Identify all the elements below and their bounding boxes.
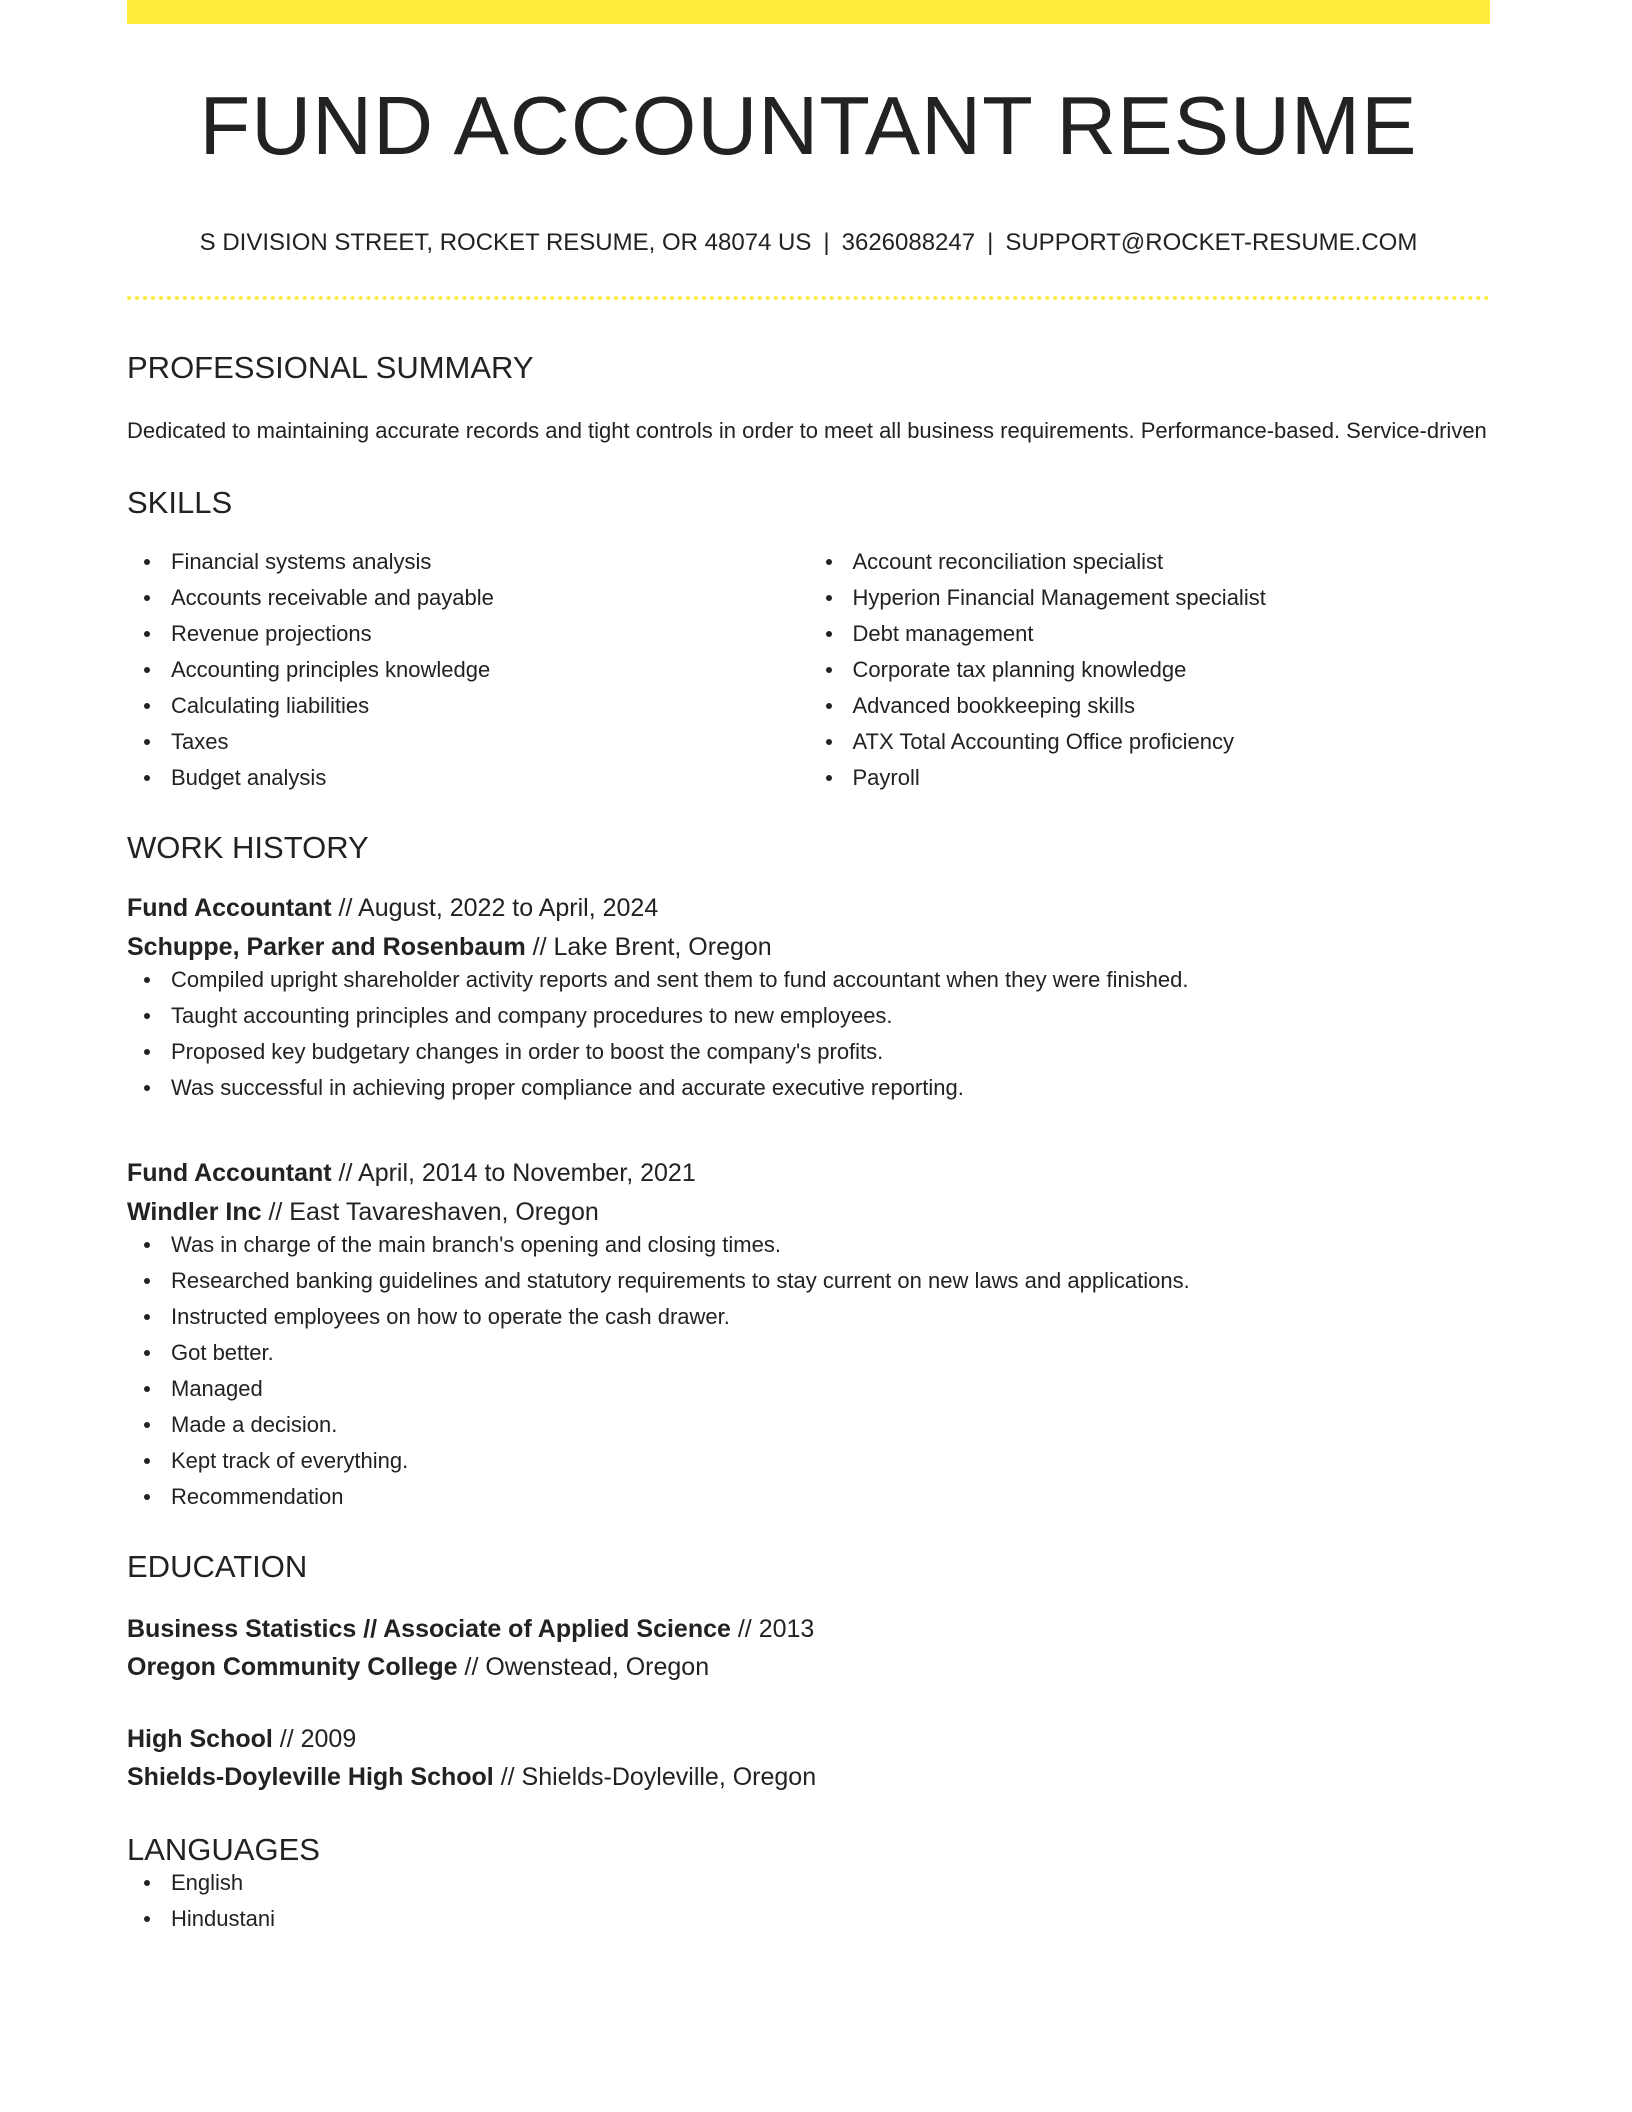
job-dates: // August, 2022 to April, 2024	[331, 893, 659, 922]
skill-item: Account reconciliation specialist	[853, 544, 1491, 580]
education-degree-line	[127, 1614, 1490, 1644]
resume-page	[127, 0, 1490, 1937]
job-bullet: Made a decision.	[171, 1407, 1490, 1443]
job-bullet: Was in charge of the main branch's opening and closing times.	[171, 1227, 1490, 1263]
job-entry	[127, 893, 1490, 1106]
section-heading-languages: LANGUAGES	[127, 1831, 320, 1867]
job-bullet: Researched banking guidelines and statutory requirements to stay current on new laws and applications.	[171, 1263, 1490, 1299]
job-bullet: Instructed employees on how to operate the cash drawer.	[171, 1299, 1490, 1335]
skills-column-right	[809, 544, 1491, 796]
skill-item: Advanced bookkeeping skills	[853, 688, 1491, 724]
job-title-line	[127, 1158, 1490, 1188]
education-degree-line	[127, 1724, 1490, 1754]
section-heading-skills: SKILLS	[127, 484, 233, 520]
skill-item: Hyperion Financial Management specialist	[853, 580, 1491, 616]
section-heading-summary: PROFESSIONAL SUMMARY	[127, 349, 534, 385]
job-title: Fund Accountant	[127, 893, 332, 922]
education-school: Shields-Doyleville High School	[127, 1762, 494, 1791]
top-accent-bar	[127, 0, 1490, 24]
education-location: // Shields-Doyleville, Oregon	[493, 1762, 817, 1791]
job-title: Fund Accountant	[127, 1158, 332, 1187]
education-year: // 2009	[272, 1724, 357, 1753]
contact-address: S DIVISION STREET, ROCKET RESUME, OR 48074 US	[199, 229, 812, 256]
job-bullet: Got better.	[171, 1335, 1490, 1371]
skill-item: Financial systems analysis	[171, 544, 809, 580]
skill-item: Debt management	[853, 616, 1491, 652]
header-divider	[127, 296, 1490, 300]
language-item: Hindustani	[171, 1901, 1490, 1937]
job-bullet: Recommendation	[171, 1479, 1490, 1515]
education-school-line	[127, 1762, 1490, 1792]
skill-item: Budget analysis	[171, 760, 809, 796]
education-school: Oregon Community College	[127, 1652, 458, 1681]
skill-item: Revenue projections	[171, 616, 809, 652]
languages-list	[127, 1865, 1490, 1937]
company-name: Windler Inc	[127, 1197, 262, 1226]
summary-text: Dedicated to maintaining accurate records and tight controls in order to meet all business requirements. Performance-based. Service-driven	[127, 417, 1487, 443]
skill-item: Corporate tax planning knowledge	[853, 652, 1491, 688]
contact-email: SUPPORT@ROCKET-RESUME.COM	[1005, 229, 1418, 256]
company-name: Schuppe, Parker and Rosenbaum	[127, 932, 526, 961]
job-dates: // April, 2014 to November, 2021	[331, 1158, 696, 1187]
skill-item: Taxes	[171, 724, 809, 760]
resume-title: FUND ACCOUNTANT RESUME	[199, 79, 1418, 172]
section-heading-education: EDUCATION	[127, 1548, 308, 1584]
company-line	[127, 932, 1490, 962]
education-degree: Business Statistics // Associate of Applied Science	[127, 1614, 731, 1643]
job-bullet: Compiled upright shareholder activity reports and sent them to fund accountant when they were finished.	[171, 962, 1490, 998]
education-year: // 2013	[730, 1614, 815, 1643]
skill-item: ATX Total Accounting Office proficiency	[853, 724, 1491, 760]
skill-item: Accounting principles knowledge	[171, 652, 809, 688]
section-heading-work-history: WORK HISTORY	[127, 829, 369, 865]
education-degree: High School	[127, 1724, 273, 1753]
contact-line	[127, 229, 1490, 258]
contact-separator: |	[823, 229, 830, 256]
job-bullet: Proposed key budgetary changes in order to boost the company's profits.	[171, 1034, 1490, 1070]
job-bullet: Was successful in achieving proper compliance and accurate executive reporting.	[171, 1070, 1490, 1106]
skills-grid	[127, 544, 1490, 796]
job-bullets	[127, 1227, 1490, 1515]
company-location: // East Tavareshaven, Oregon	[261, 1197, 599, 1226]
job-entry	[127, 1158, 1490, 1515]
job-bullet: Taught accounting principles and company procedures to new employees.	[171, 998, 1490, 1034]
skill-item: Accounts receivable and payable	[171, 580, 809, 616]
company-line	[127, 1197, 1490, 1227]
contact-phone: 3626088247	[841, 229, 976, 256]
language-item: English	[171, 1865, 1490, 1901]
skill-item: Calculating liabilities	[171, 688, 809, 724]
skill-item: Payroll	[853, 760, 1491, 796]
skills-column-left	[127, 544, 809, 796]
job-bullet: Managed	[171, 1371, 1490, 1407]
education-entry	[127, 1724, 1490, 1792]
education-entry	[127, 1614, 1490, 1682]
job-bullets	[127, 962, 1490, 1106]
job-title-line	[127, 893, 1490, 923]
job-bullet: Kept track of everything.	[171, 1443, 1490, 1479]
education-location: // Owenstead, Oregon	[457, 1652, 710, 1681]
education-school-line	[127, 1652, 1490, 1682]
contact-separator: |	[987, 229, 994, 256]
company-location: // Lake Brent, Oregon	[525, 932, 772, 961]
